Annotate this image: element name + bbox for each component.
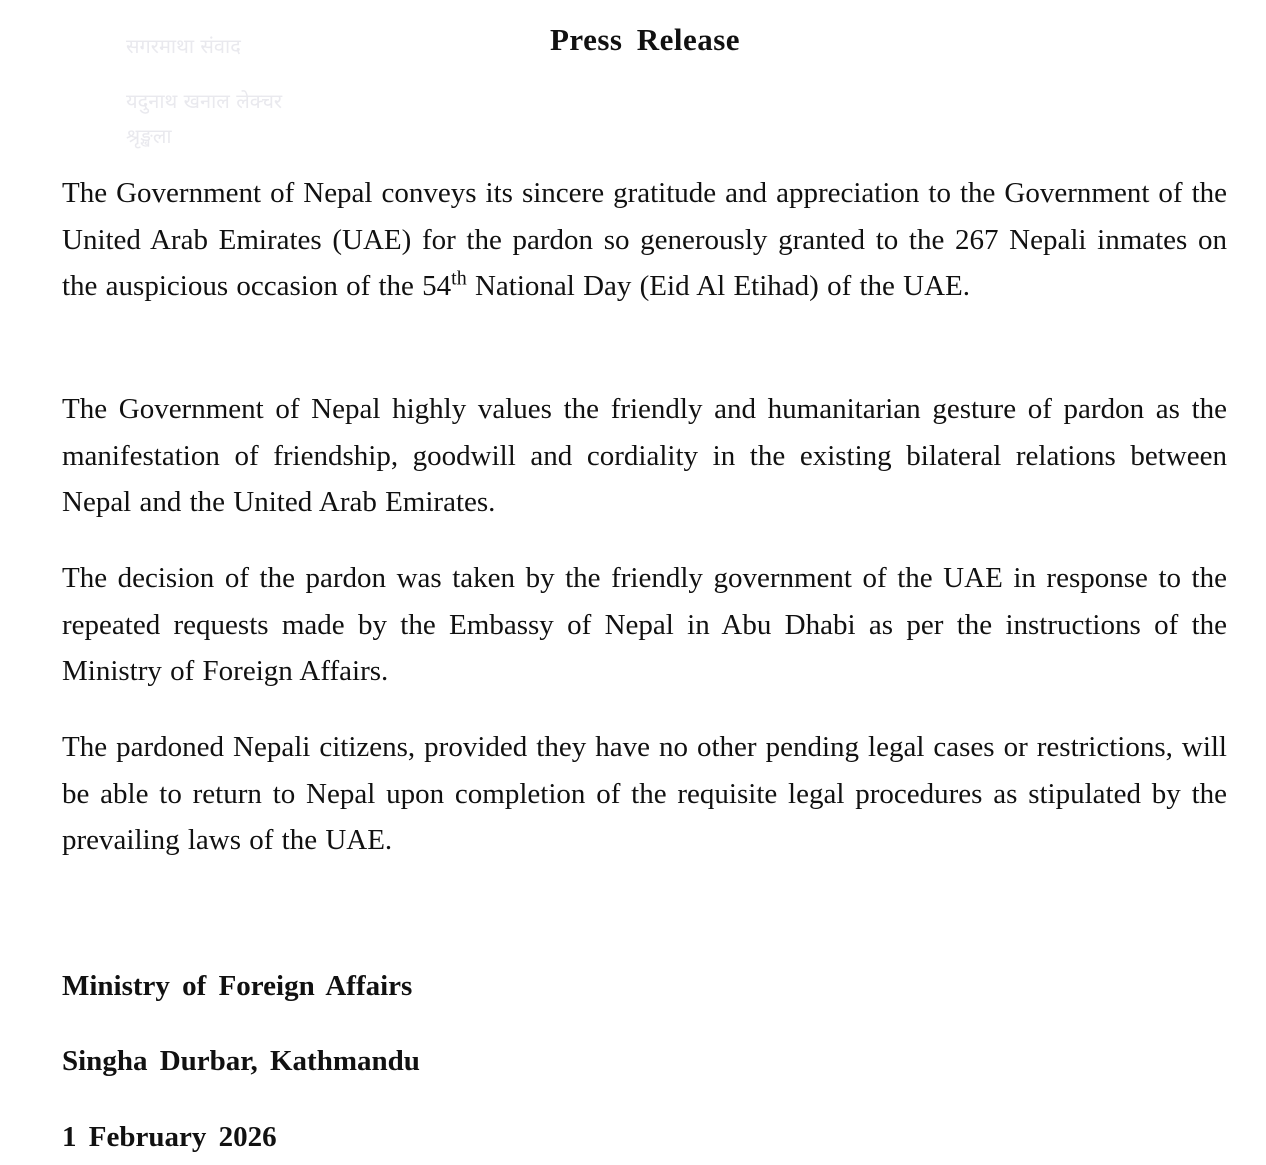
paragraph-decision: The decision of the pardon was taken by the friendly government of the UAE in response to the repeated requests made by the Embassy of Nepal in Abu Dhabi as per the instructions of the Ministry of Foreign Affairs.	[62, 562, 1227, 687]
signature-date: 1 February 2026	[62, 1121, 277, 1153]
paragraph-return: The pardoned Nepali citizens, provided they have no other pending legal cases or restrictions, will be able to return to Nepal upon completion of the requisite legal procedures as stipulated by the prevailing laws of the UAE.	[62, 731, 1227, 856]
background-nav-item[interactable]: सगरमाथा संवाद	[126, 34, 241, 58]
paragraph-gratitude	[62, 170, 1227, 310]
page-title: Press Release	[549, 22, 741, 57]
signature-organization: Ministry of Foreign Affairs	[62, 970, 413, 1002]
signature-location: Singha Durbar, Kathmandu	[62, 1045, 420, 1077]
background-nav-item[interactable]: श्रृङ्खला	[126, 124, 172, 148]
paragraph-values: The Government of Nepal highly values the friendly and humanitarian gesture of pardon as the manifestation of friendship, goodwill and cordiality in the existing bilateral relations between Nepal and the United Arab Emirates.	[62, 393, 1227, 518]
ordinal-suffix: th	[451, 267, 467, 290]
paragraph-text: The Government of Nepal conveys its sincere gratitude and appreciation to the Government of the United Arab Emirates (UAE) for the pardon so generously granted to the 267 Nepali inmates on the auspicious occasion of the 54	[62, 177, 1227, 302]
background-nav-item[interactable]: यदुनाथ खनाल लेक्चर	[126, 89, 283, 113]
paragraph-text: National Day (Eid Al Etihad) of the UAE.	[466, 270, 971, 302]
